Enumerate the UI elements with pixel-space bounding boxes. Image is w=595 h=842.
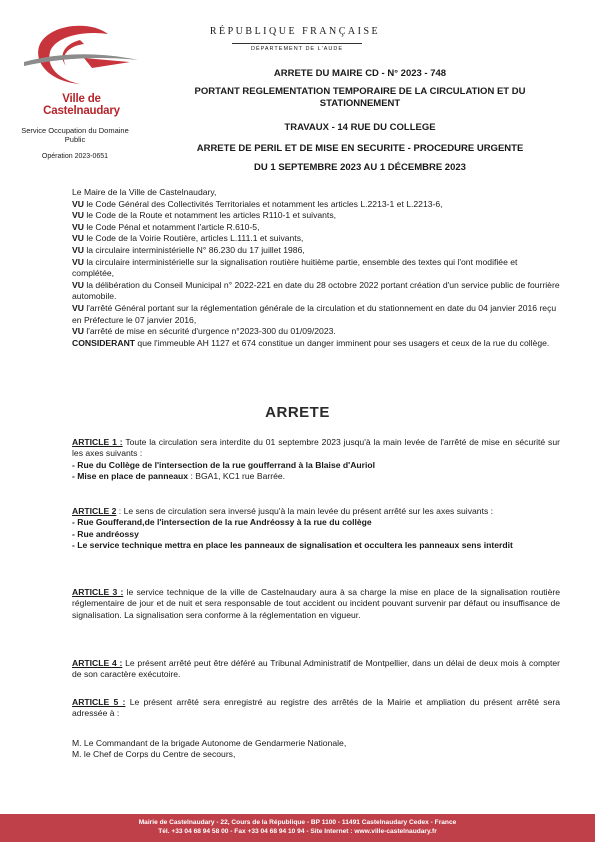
preamble [72, 187, 560, 349]
article-label: ARTICLE 4 : [72, 658, 123, 668]
article-1-item: - Rue du Collège de l'intersection de la rue goufferrand à la Blaise d'Auriol [72, 459, 376, 470]
article-2: ARTICLE 2 : Le sens de circulation sera inversé jusqu'à la main levée du présent arrêté sur les axes suivants : - Rue Goufferand,de l'intersection de la rue Andréossy à la rue du collège - Rue andréossy - Le service technique mettra en place les panneaux de signalisation et occultera les panneaux sens interdit [72, 506, 560, 552]
vu-item: VU le Code de la Route et notamment les articles R110-1 et suivants, [72, 210, 337, 221]
article-2-item: - Rue Goufferand,de l'intersection de la rue Andréossy à la rue du collège [72, 517, 372, 528]
city-name: Ville de Castelnaudary [43, 93, 120, 117]
footer-address: Mairie de Castelnaudary - 22, Cours de la République - BP 1100 - 11491 Castelnaudary Cedex - France [138, 819, 457, 826]
vu-item: VU la circulaire interministérielle sur la signalisation routière huitième partie, ensemble des textes qui l'ont modifiée et complétée, [72, 256, 518, 279]
vu-label: VU [72, 279, 84, 290]
vu-label: VU [72, 233, 84, 244]
operation-number: Opération 2023-0651 [41, 153, 109, 160]
republic-title: RÉPUBLIQUE FRANÇAISE [209, 26, 381, 37]
recipient: M. le Chef de Corps du Centre de secours, [72, 749, 236, 760]
article-label: ARTICLE 3 : [72, 587, 124, 597]
vu-label: VU [72, 198, 84, 209]
preamble-intro: Le Maire de la Ville de Castelnaudary, [72, 187, 217, 197]
arrete-subject: PORTANT REGLEMENTATION TEMPORAIRE DE LA CIRCULATION ET DU STATIONNEMENT [194, 86, 526, 109]
procedure-type: ARRETE DE PERIL ET DE MISE EN SECURITE - PROCEDURE URGENTE [196, 143, 524, 154]
recipient: M. Le Commandant de la brigade Autonome de Gendarmerie Nationale, [72, 737, 347, 748]
vu-label: VU [72, 256, 84, 267]
vu-item: VU l'arrêté Général portant sur la réglementation générale de la circulation et du stationnement en date du 04 janvier 2016 reçu en Préfecture le 07 janvier 2016, [72, 302, 557, 325]
article-1: ARTICLE 1 : Toute la circulation sera interdite du 01 septembre 2023 jusqu'à la main levée de l'arrêté de mise en sécurité sur les axes suivants : - Rue du Collège de l'intersection de la rue goufferrand à la Blaise d'Auriol - Mise en place de panneaux : BGA1, KC1 rue Barrée. [72, 437, 560, 482]
arrete-heading: ARRETE [265, 404, 330, 421]
logo-swoosh-icon [20, 22, 140, 94]
service-label: Service Occupation du Domaine Public [21, 126, 129, 144]
works-address: TRAVAUX - 14 RUE DU COLLEGE [284, 122, 436, 133]
vu-label: VU [72, 221, 84, 232]
department-subtitle: DÉPARTEMENT DE L'AUDE [232, 43, 362, 52]
vu-label: VU [72, 326, 84, 337]
footer [0, 814, 595, 842]
article-label: ARTICLE 2 [72, 506, 117, 516]
arrete-number: ARRETE DU MAIRE CD - N° 2023 - 748 [273, 68, 447, 79]
vu-item: VU le Code Général des Collectivités Territoriales et notamment les articles L.2213-1 et L.2213-6, [72, 198, 443, 209]
article-label: ARTICLE 5 : [72, 697, 126, 707]
article-label: ARTICLE 1 : [72, 437, 123, 447]
vu-label: VU [72, 302, 84, 313]
article-1-item: - Mise en place de panneaux : BGA1, KC1 rue Barrée. [72, 471, 286, 482]
vu-item: VU la délibération du Conseil Municipal n° 2022-221 en date du 28 octobre 2022 portant création d'un service public de fourrière automobile. [72, 279, 560, 302]
article-5: ARTICLE 5 : Le présent arrêté sera enregistré au registre des arrêtés de la Mairie et ampliation du présent arrêté sera adressée à : M. Le Commandant de la brigade Autonome de Gendarmerie Nationale, M. le Chef de Corps du Centre de secours, [72, 697, 560, 760]
vu-label: VU [72, 244, 84, 255]
vu-label: VU [72, 210, 84, 221]
vu-item: VU le Code de la Voirie Routière, articles L.111.1 et suivants, [72, 233, 304, 244]
article-2-item: - Rue andréossy [72, 528, 139, 539]
date-range: DU 1 SEPTEMBRE 2023 AU 1 DÉCEMBRE 2023 [254, 162, 466, 173]
vu-item: VU la circulaire interministérielle N° 86.230 du 17 juillet 1986, [72, 244, 305, 255]
article-3: ARTICLE 3 : le service technique de la ville de Castelnaudary aura à sa charge la mise en place de la signalisation routière réglementaire de jour et de nuit et sera responsable de tout accident ou incident pouvant survenir par défaut ou insuffisance de signalisation. La signalisation sera conforme à la réglementation en vigueur. [72, 587, 561, 620]
footer-contact: Tél. +33 04 68 94 58 00 - Fax +33 04 68 94 10 94 - Site Internet : www.ville-castelnaudary.fr [158, 828, 437, 835]
article-4: ARTICLE 4 : Le présent arrêté peut être déféré au Tribunal Administratif de Montpellier, dans un délai de deux mois à compter de son caractère exécutoire. [72, 658, 560, 680]
vu-item: VU l'arrêté de mise en sécurité d'urgence n°2023-300 du 01/09/2023. [72, 326, 336, 337]
considerant-item: CONSIDERANT que l'immeuble AH 1127 et 674 constitue un danger imminent pour ses usagers et ceux de la rue du collège. [72, 337, 550, 348]
vu-item: VU le Code Pénal et notamment l'article R.610-5, [72, 221, 260, 232]
article-2-item: - Le service technique mettra en place les panneaux de signalisation et occultera les panneaux sens interdit [72, 540, 513, 551]
considerant-label: CONSIDERANT [72, 337, 136, 348]
